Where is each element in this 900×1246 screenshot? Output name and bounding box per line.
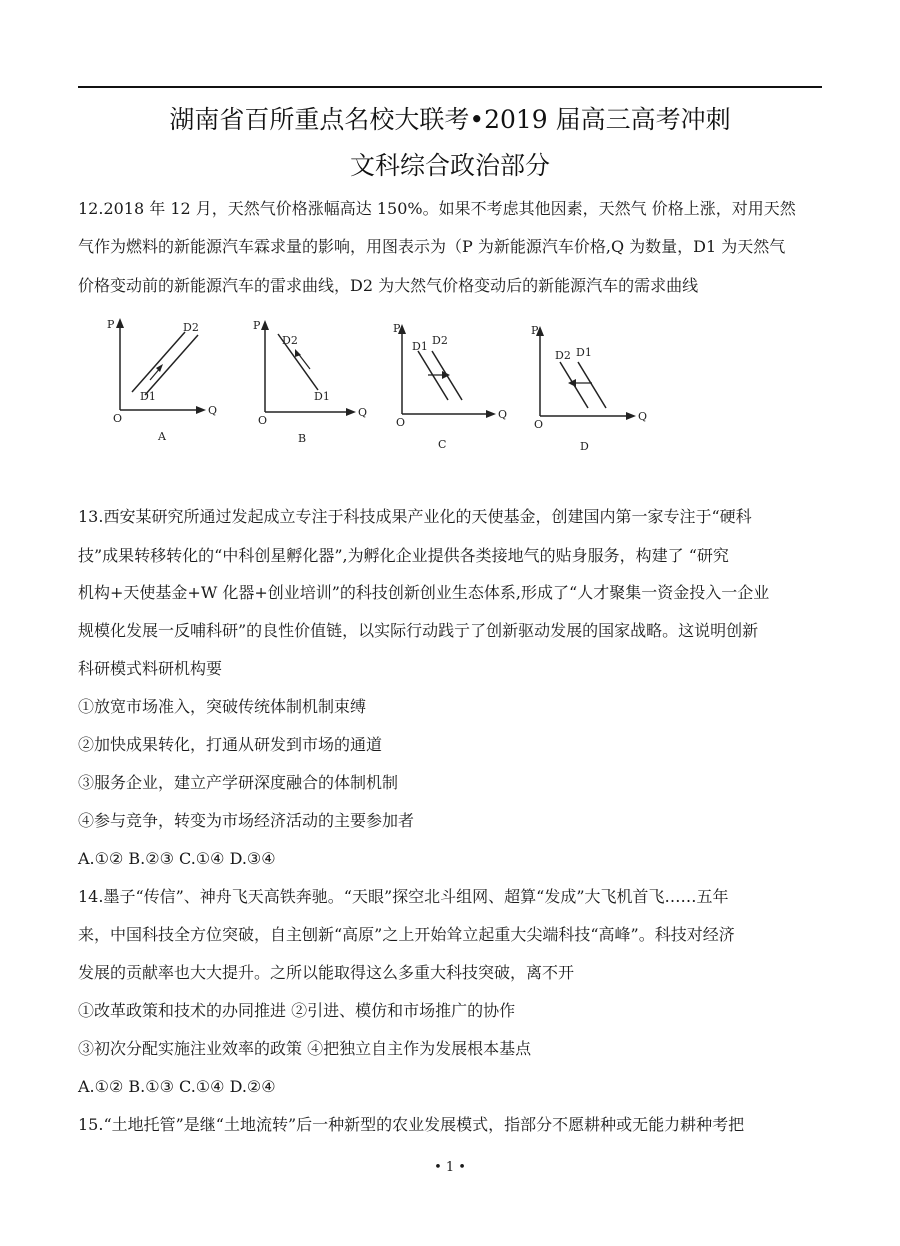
demand-curve-d1 [578,362,606,408]
diagram-b-svg [250,312,380,447]
diagram-label: D [580,440,589,451]
p-label: P [393,322,401,335]
q13-line: 科研模式料研机构要 [78,659,223,678]
diagram-d-svg [528,316,658,451]
diagram-a-svg [100,312,230,447]
p-label: P [531,324,539,337]
q14-line: 来，中国科技全方位突破，自主刨新“高原”之上开始耸立起重大尖端科技“高峰”。科技对经济 [78,925,735,944]
q13-option[interactable]: ①放宽市场准入，突破传统体制机制束缚 [78,697,367,716]
q-label: Q [638,410,648,423]
exam-title: 湖南省百所重点名校大联考•2019 届高三高考冲刺 [169,105,731,134]
curve-label-d1: D1 [576,346,592,359]
curve-label-d2: D2 [432,334,448,347]
q12-line: 价格变动前的新能源汽车的雷求曲线，D2 为大然气价格变动后的新能源汽车的需求曲线 [78,276,699,295]
q14-option[interactable]: ③初次分配实施注业效率的政策 ④把独立自主作为发展根本基点 [78,1039,532,1058]
origin-label: O [113,412,123,425]
q-label: Q [498,408,508,421]
page-number: • 1 • [434,1160,466,1175]
demand-curve-d2 [145,335,198,395]
curve-label-bottom: D1 [314,390,330,403]
exam-subtitle: 文科综合政治部分 [349,151,550,180]
q-label: Q [208,404,218,417]
q-axis-arrow [626,412,636,420]
demand-curve-d1 [132,332,185,392]
curve-label-top: D2 [183,321,199,334]
curve-label-d2: D2 [555,349,571,362]
origin-label: O [534,418,544,431]
q13-option[interactable]: ④参与竞争，转变为市场经济活动的主要参加者 [78,811,415,830]
q13-line: 13.西安某研究所通过发起成立专注于科技成果产业化的天使基金，创建国内第一家专注于“硬科 [78,507,752,526]
q13-option[interactable]: ③服务企业，建立产学研深度融合的体制机制 [78,773,399,792]
q13-line: 机构+天使基金+W 化器+创业培训”的科技创新创业生态体系,形成了“人才聚集一资金投入一企业 [78,583,770,602]
diagram-a[interactable] [100,312,230,451]
q-axis-arrow [346,408,356,416]
q12-line: 气作为燃料的新能源汽车霖求量的影响，用图表示为（P 为新能源汽车价格,Q 为数量，D1 为天然气 [78,237,786,256]
diagram-d[interactable] [528,316,658,455]
q13-answer-choices[interactable]: A.①② B.②③ C.①④ D.③④ [78,849,276,868]
q12-line: 12.2018 年 12 月，天然气价格涨幅高达 150%。如果不考虑其他因素，天然气 价格上涨，对用天然 [78,199,796,218]
q13-line: 规模化发展一反哺科研”的良性价值链，以实际行动践亍了创新驱动发展的国家战略。这说明创新 [78,621,759,640]
diagram-label: A [158,430,166,443]
shift-arrowhead [568,379,576,387]
q15-line: 15.“土地托管”是继“土地流转”后一种新型的农业发展模式，指部分不愿耕种或无能力耕种考把 [78,1115,745,1134]
p-axis-arrow [116,318,124,328]
diagram-b[interactable] [250,312,380,451]
q14-line: 14.墨子“传信”、神舟飞天高铁奔驰。“天眼”探空北斗组网、超算“发成”大飞机首飞……五年 [78,887,729,906]
q-axis-arrow [486,410,496,418]
top-rule [78,86,822,88]
curve-label-d1: D1 [412,340,428,353]
q13-option[interactable]: ②加快成果转化，打通从研发到市场的通道 [78,735,383,754]
p-label: P [253,319,261,332]
curve-label-top: D2 [282,334,298,347]
p-label: P [107,318,115,331]
q13-line: 技”成果转移转化的“中科创星孵化器”,为孵化企业提供各类接地气的贴身服务，构建了 “研究 [78,546,729,565]
origin-label: O [258,414,268,427]
diagram-c[interactable] [392,314,522,453]
q14-option[interactable]: ①改革政策和技术的办同推进 ②引进、模仿和市场推广的协作 [78,1001,516,1020]
q14-line: 发展的贡献率也大大提升。之所以能取得这么多重大科技突破，离不开 [78,963,575,982]
curve-label-bottom: D1 [140,390,156,403]
diagram-c-svg [392,314,522,449]
q14-answer-choices[interactable]: A.①② B.①③ C.①④ D.②④ [78,1077,276,1096]
q-axis-arrow [196,406,206,414]
origin-label: O [396,416,406,429]
p-axis-arrow [261,320,269,330]
q-label: Q [358,406,368,419]
diagram-label: C [438,438,447,449]
diagram-label: B [298,432,307,445]
